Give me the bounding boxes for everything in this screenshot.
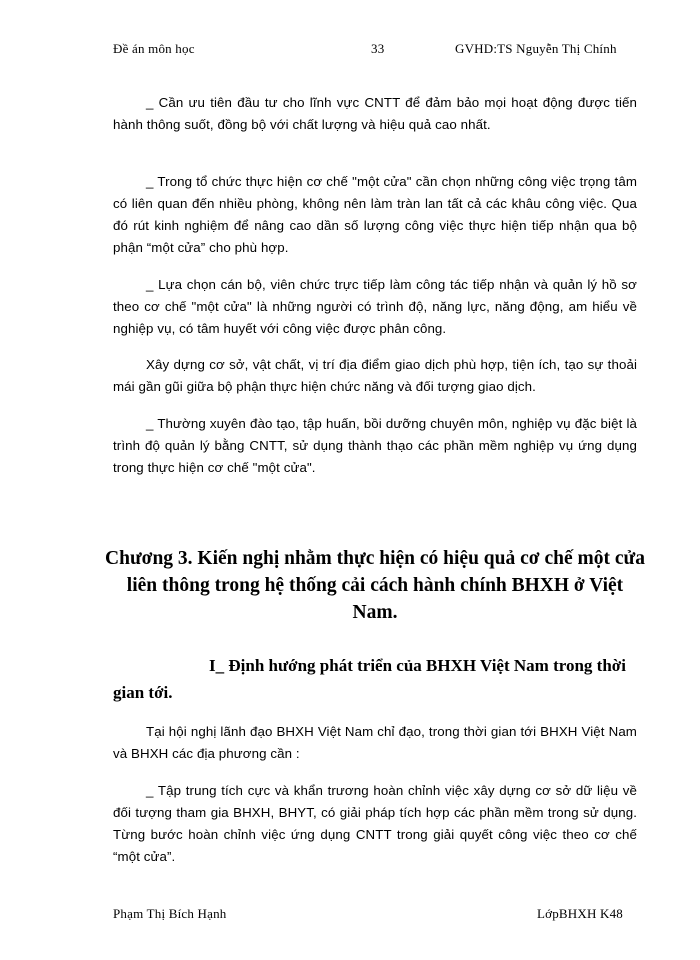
paragraph-1: _ Cần ưu tiên đầu tư cho lĩnh vực CNTT để đảm bảo mọi hoạt động được tiến hành thông suốt, đồng bộ với chất lượng và hiệu quả cao nhất. <box>113 95 637 132</box>
header-course-label: Đề án môn học <box>113 41 195 56</box>
page-footer <box>0 906 700 926</box>
paragraph-2: _ Trong tổ chức thực hiện cơ chế "một cửa" cần chọn những công việc trọng tâm có liên quan đến nhiều phòng, không nên làm tràn lan tất cả các khâu công việc. Qua đó rút kinh nghiệm để nâng cao dần số lượng công việc thực hiện tiếp nhận qua bộ phận “một cửa” cho phù hợp. <box>113 174 637 255</box>
page-header <box>0 41 700 61</box>
footer-author: Phạm Thị Bích Hạnh <box>113 906 227 921</box>
paragraph-7: _ Tập trung tích cực và khẩn trương hoàn chỉnh việc xây dựng cơ sở dữ liệu về đối tượng tham gia BHXH, BHYT, có giải pháp tích hợp các phần mềm trong sử dụng. Từng bước hoàn chỉnh việc ứng dụng CNTT trong giải quyết công việc theo cơ chế “một cửa”. <box>113 783 637 864</box>
paragraph-3: _ Lựa chọn cán bộ, viên chức trực tiếp làm công tác tiếp nhận và quản lý hồ sơ theo cơ chế "một cửa" là những người có trình độ, năng lực, năng động, am hiểu về nghiệp vụ, có tâm huyết với công việc được phân công. <box>113 277 637 336</box>
header-instructor: GVHD:TS Nguyễn Thị Chính <box>455 41 617 56</box>
page-number: 33 <box>371 41 385 56</box>
chapter-title: Chương 3. Kiến nghị nhằm thực hiện có hiệu quả cơ chế một cửa liên thông trong hệ thống cải cách hành chính BHXH ở Việt Nam. <box>105 548 645 623</box>
paragraph-6: Tại hội nghị lãnh đạo BHXH Việt Nam chỉ đạo, trong thời gian tới BHXH Việt Nam và BHXH các địa phương cần : <box>113 724 637 761</box>
paragraph-5: _ Thường xuyên đào tạo, tập huấn, bồi dưỡng chuyên môn, nghiệp vụ đặc biệt là trình độ quản lý bằng CNTT, sử dụng thành thạo các phần mềm nghiệp vụ ứng dụng trong thực hiện cơ chế "một cửa". <box>113 416 637 475</box>
footer-class: LớpBHXH K48 <box>537 906 623 921</box>
paragraph-4: Xây dựng cơ sở, vật chất, vị trí địa điểm giao dịch phù hợp, tiện ích, tạo sự thoải mái gần gũi giữa bộ phận thực hiện chức năng và đối tượng giao dịch. <box>113 357 637 394</box>
section-title: I_ Định hướng phát triển của BHXH Việt Nam trong thời gian tới. <box>113 656 626 702</box>
